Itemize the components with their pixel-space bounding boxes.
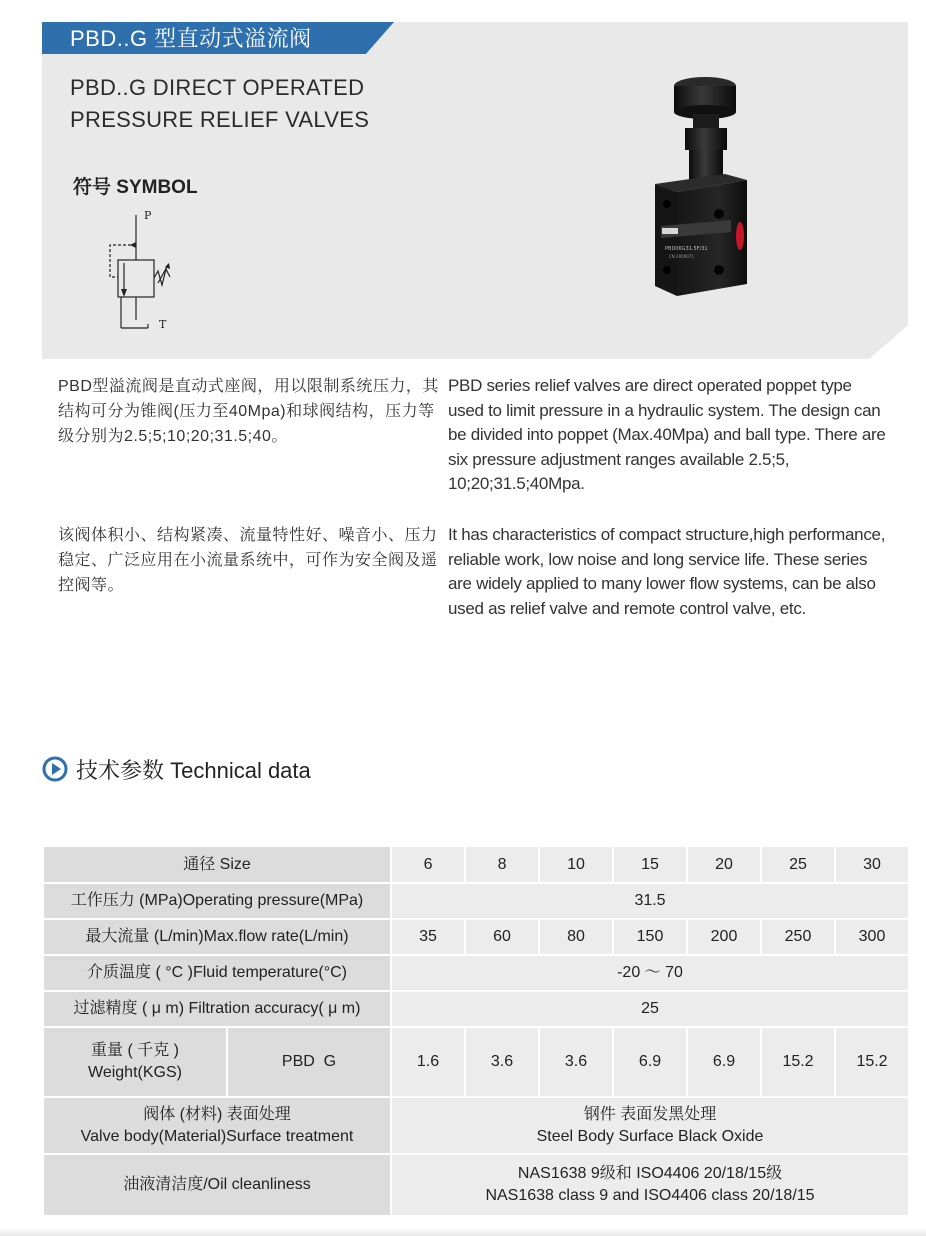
symbol-label: 符号 SYMBOL (73, 177, 198, 198)
table-row-filtration (43, 991, 909, 1027)
body-value-zh: 钢件 表面发黑处理 (583, 1105, 717, 1123)
body-label-en: Valve body(Material)Surface treatment (80, 1127, 354, 1145)
weight-value: 15.2 (761, 1027, 835, 1097)
flow-value: 60 (465, 919, 539, 955)
body-label (43, 1097, 391, 1154)
weight-value: 3.6 (465, 1027, 539, 1097)
size-value: 6 (391, 846, 465, 883)
description-zh-2: 该阀体积小、结构紧凑、流量特性好、噪音小、压力稳定、广泛应用在小流量系统中，可作为安全阀及遥控阀等。 (58, 527, 438, 594)
description-en-1: PBD series relief valves are direct operated poppet type used to limit pressure in a hydraulic system. The design can be divided into poppet (Max.40Mpa) and ball type. There are six pressure adjustment ranges available 2.5;5, 10;20;31.5;40Mpa. (448, 376, 886, 493)
plate-sub: CN 2009071 (669, 254, 694, 259)
weight-model: PBD G (227, 1027, 391, 1097)
footer-rule (0, 1228, 926, 1236)
table-row-flow (43, 919, 909, 955)
oil-label: 油液清洁度/Oil cleanliness (43, 1154, 391, 1216)
body-label-zh: 阀体 (材料) 表面处理 (143, 1105, 291, 1123)
size-value: 25 (761, 846, 835, 883)
size-value: 10 (539, 846, 613, 883)
table-row-size (43, 846, 909, 883)
symbol-port-p: P (144, 209, 152, 222)
size-value: 15 (613, 846, 687, 883)
temperature-label: 介质温度 ( °C )Fluid temperature(°C) (43, 955, 391, 991)
weight-value: 3.6 (539, 1027, 613, 1097)
body-value (391, 1097, 909, 1154)
flow-label: 最大流量 (L/min)Max.flow rate(L/min) (43, 919, 391, 955)
flow-value: 250 (761, 919, 835, 955)
plate-text: PBD06G31.5F/31 (665, 246, 708, 252)
oil-value-en: NAS1638 class 9 and ISO4406 class 20/18/15 (485, 1187, 815, 1204)
pressure-label: 工作压力 (MPa)Operating pressure(MPa) (43, 883, 391, 919)
page-subtitle (70, 72, 369, 136)
weight-label-en: Weight(KGS) (88, 1064, 182, 1081)
technical-data-table (42, 845, 910, 1217)
body-value-en: Steel Body Surface Black Oxide (536, 1127, 764, 1145)
description-zh-1: PBD型溢流阀是直动式座阀，用以限制系统压力，其结构可分为锥阀(压力至40Mpa)和球阀结构，压力等级分别为2.5;5;10;20;31.5;40。 (58, 378, 439, 445)
weight-value: 6.9 (687, 1027, 761, 1097)
section-title: 技术参数 Technical data (76, 758, 311, 783)
size-value: 20 (687, 846, 761, 883)
description-en-2: It has characteristics of compact structure,high performance, reliable work, low noise and long service life. These series are widely applied to many lower flow systems, can be also used as relief valve and remote control valve, etc. (448, 525, 886, 618)
size-label: 通径 Size (43, 846, 391, 883)
weight-value: 1.6 (391, 1027, 465, 1097)
oil-value-zh: NAS1638 9级和 ISO4406 20/18/15级 (517, 1165, 783, 1182)
page-title: PBD..G 型直动式溢流阀 (70, 26, 312, 51)
oil-value (391, 1154, 909, 1216)
subtitle-line-1: PBD..G DIRECT OPERATED (70, 75, 365, 100)
table-row-weight (43, 1027, 909, 1097)
pressure-value: 31.5 (391, 883, 909, 919)
filtration-label: 过滤精度 ( μ m) Filtration accuracy( μ m) (43, 991, 391, 1027)
flow-value: 150 (613, 919, 687, 955)
weight-label (43, 1027, 227, 1097)
flow-value: 300 (835, 919, 909, 955)
symbol-port-t: T (159, 318, 167, 331)
temperature-value: -20 ～ 70 (391, 955, 909, 991)
flow-value: 35 (391, 919, 465, 955)
relief-valve-photo-icon (645, 74, 755, 304)
size-value: 8 (465, 846, 539, 883)
play-circle-icon (42, 756, 68, 782)
flow-value: 80 (539, 919, 613, 955)
table-row-oil (43, 1154, 909, 1216)
table-row-pressure (43, 883, 909, 919)
table-row-temperature (43, 955, 909, 991)
filtration-value: 25 (391, 991, 909, 1027)
table-row-body (43, 1097, 909, 1154)
size-value: 30 (835, 846, 909, 883)
weight-label-zh: 重量 ( 千克 ) (91, 1042, 179, 1059)
flow-value: 200 (687, 919, 761, 955)
subtitle-line-2: PRESSURE RELIEF VALVES (70, 107, 370, 132)
relief-valve-symbol (86, 205, 186, 335)
weight-value: 15.2 (835, 1027, 909, 1097)
weight-value: 6.9 (613, 1027, 687, 1097)
